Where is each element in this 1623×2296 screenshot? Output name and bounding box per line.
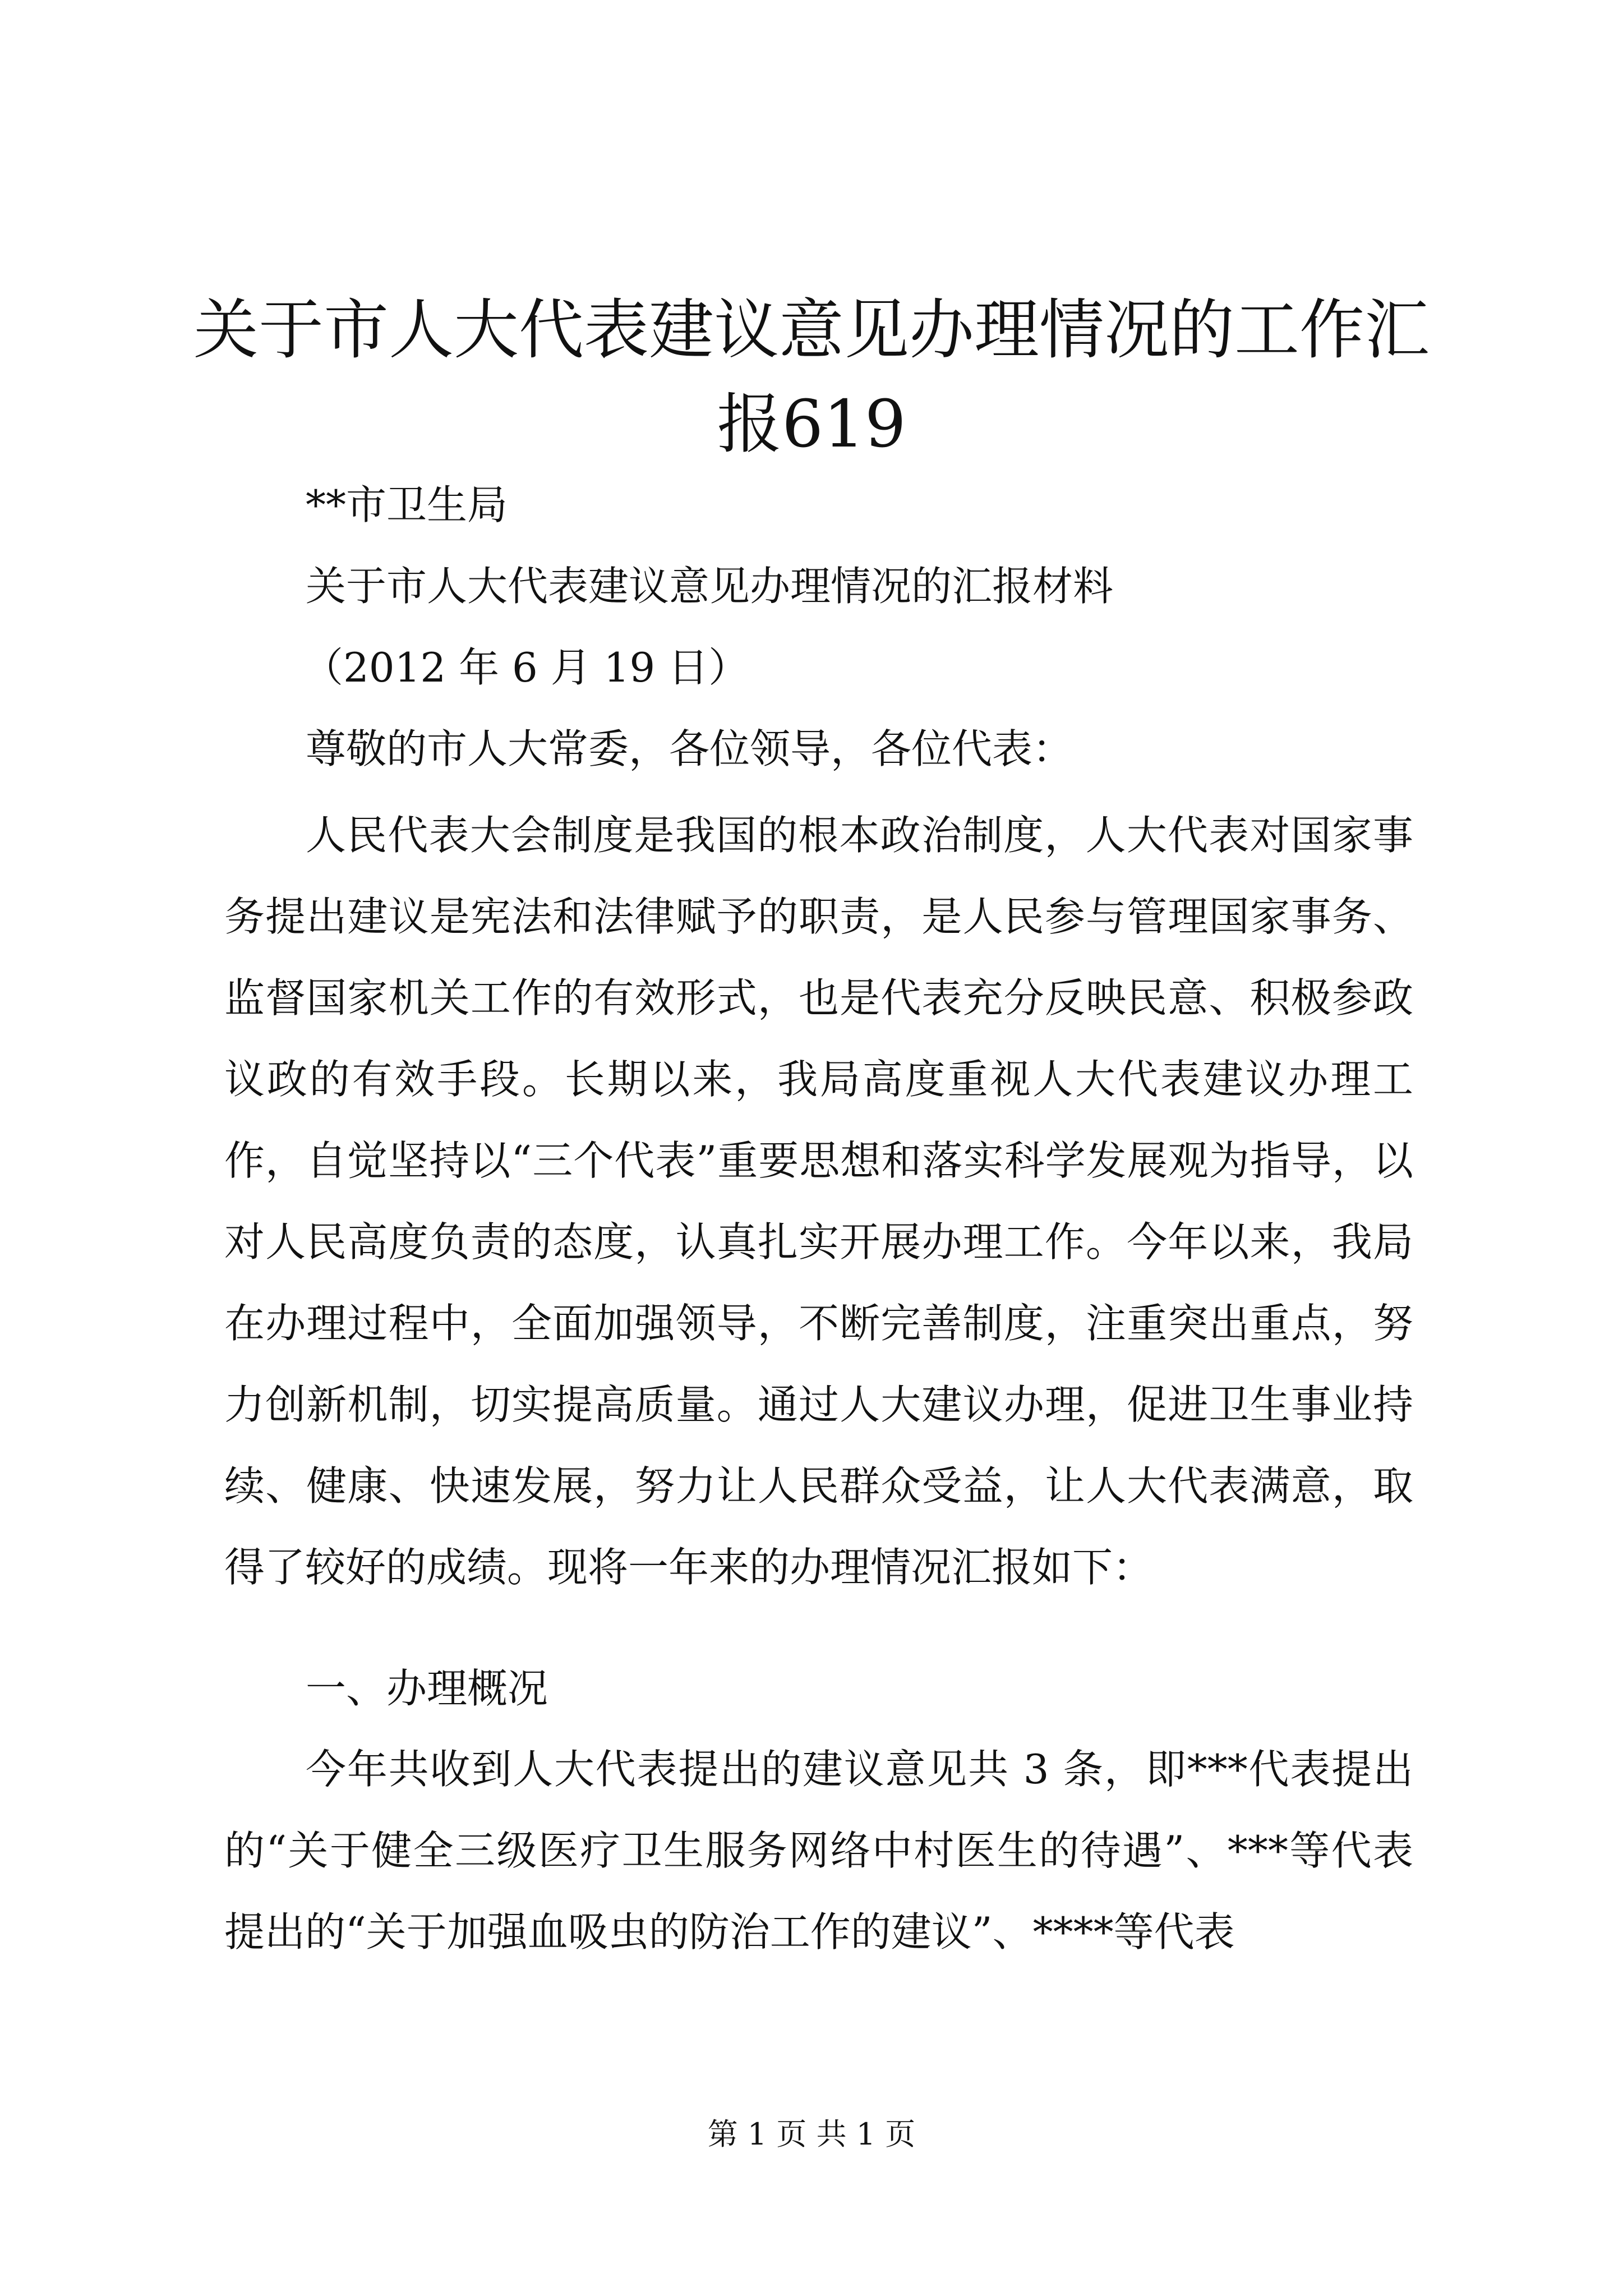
section-heading-1: 一、办理概况	[306, 1665, 548, 1712]
document-subtitle: 关于市人大代表建议意见办理情况的汇报材料	[306, 563, 1114, 610]
issuing-organization: **市卫生局	[306, 481, 508, 528]
document-date: （2012 年 6 月 19 日）	[303, 644, 749, 691]
body-paragraph-1: 人民代表大会制度是我国的根本政治制度，人大代表对国家事务提出建议是宪法和法律赋予的职责，是人民参与管理国家事务、监督国家机关工作的有效形式，也是代表充分反映民意、积极参政议政的有效手段。长期以来，我局高度重视人大代表建议办理工作，自觉坚持以“三个代表”重要思想和落实科学发展观为指导，以对人民高度负责的态度，认真扎实开展办理工作。今年以来，我局在办理过程中，全面加强领导，不断完善制度，注重突出重点，努力创新机制，切实提高质量。通过人大建议办理，促进卫生事业持续、健康、快速发展，努力让人民群众受益，让人大代表满意，取得了较好的成绩。现将一年来的办理情况汇报如下：	[224, 812, 1413, 1591]
salutation: 尊敬的市人大常委，各位领导，各位代表：	[306, 725, 1073, 772]
page-footer: 第 1 页 共 1 页	[707, 2116, 916, 2152]
body-paragraph-2: 今年共收到人大代表提出的建议意见共 3 条，即***代表提出的“关于健全三级医疗卫生服务网络中村医生的待遇”、***等代表提出的“关于加强血吸虫的防治工作的建议”、****等代表	[224, 1746, 1413, 1955]
document-title: 关于市人大代表建议意见办理情况的工作汇报619	[193, 292, 1430, 462]
